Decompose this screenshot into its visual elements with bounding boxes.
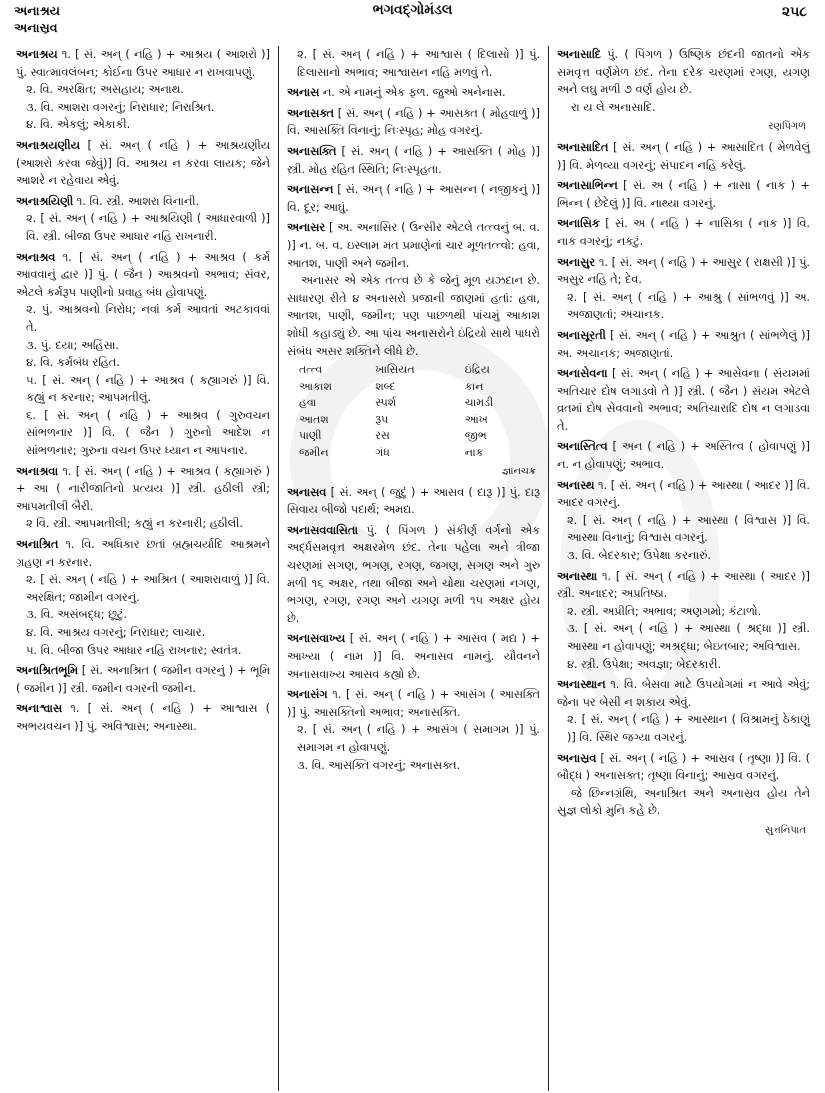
entry-sense [557,547,810,565]
sense-text: ૨. [ સં. અન્ ( નહિ ) + આશ્રયિણી ( આધારવાળી )] વિ. સ્ત્રી. બીજા ઉપર આધાર નહિ રાખનારી. [26,212,270,243]
entry-note: અનાસર એ એક તત્ત્વ છે કે જેનું મૂળ યઝદાન છે. સાધારણ રીતે ૪ અનાસરો પ્રજાની જાણમાં હતાં: હવા, આતશ, પાણી, જમીન; પણ પાછળથી પાંચમું આકાશ શોધી કહાડ્યું છે. આ પાંચ અનાસરોને ઇંદ્રિયો સાથે પાધરો સંબંધ અસર શક્તિને લીધે છે. [287,274,540,358]
table-cell: રસ [375,429,390,443]
table-cell: કાન [464,379,484,393]
sense-text: ૧. વિ. સ્ત્રી. આશરા વિનાની. [76,194,200,208]
sense-text: પું. ( પિંગળ ) ઉષ્ણિક છંદની જાતનો એક સમવૃત્ત વર્ણમેળ છંદ. તેના દરેક ચરણમાં રગણ, યગણ અને લઘુ મળી ૭ વર્ણ હોય છે. [557,48,810,97]
dictionary-entry [557,254,810,324]
headword: અનાશ્રિત [16,538,59,552]
sense-text: [ સં. અન્ ( નહિ ) + આસેવના ( સંયમમાં અતિચાર દોષ લગાડવો તે )] સ્ત્રી. ( જૈન ) સંયમ એટલે વ્રતમાં દોષ સેવવાનો અભાવ; અતિચારાદિ દોષ ન લગાડવા તે. [557,367,810,433]
dictionary-entry [287,46,540,81]
headword: અનાસેવના [557,367,608,381]
sense-text: ૧. [ સં. અન્ ( નહિ ) + આસ્થા ( આદર )] વિ. આદર વગરનું. [557,478,811,510]
headword: અનાશ્રિતભૂમિ [16,664,78,678]
entry-first-line [16,662,270,697]
table-header-cell: તત્ત્વ [299,363,323,377]
entry-first-line [557,177,810,212]
headword: અનાસવાખ્ય [287,632,346,646]
entry-sense [287,721,540,756]
dictionary-entry [287,630,540,683]
headword: અનાસુર [557,255,596,269]
dictionary-entry [287,181,540,216]
sense-text: [ સં. અન્ ( નહિ ) + આશ્રયણીય (આશરો કરવા જેવું)] વિ. આશ્રય ન કરવા લાયક; જેને આશરે ન રહેવાય એવું. [16,138,270,188]
entry-first-line [557,477,810,512]
sense-text: [ અન ( નહિ ) + અસ્તિત્વ ( હોવાપણું )] ન. ન હોવાપણું; અભાવ. [557,440,810,472]
guide-word-last: અનાસ્રવ [14,20,58,35]
entry-sense [557,603,810,621]
sense-text: ૨. [ સં. અન્ ( નહિ ) + આશ્રુ ( સાંભળવું )] અ. અજાણતાં; અચાનક. [567,290,810,322]
sense-text: ૬. [ સં. અન્ ( નહિ ) + આશ્રવ ( ગુરુવચન સાંભળનાર )] વિ. ( જૈન ) ગુરુનો આદેશ ન સાંભળનાર; ગુરુના વચન ઉપર ધ્યાન ન આપનાર. [26,408,270,458]
table-row [297,412,530,429]
entry-note: રા ય લે અનાસાદિ. [571,100,656,114]
sense-text: ૪. વિ. એકલું; એકાકી. [26,118,131,132]
table-row [297,379,530,396]
dictionary-entry [557,365,810,435]
entry-first-line [557,327,810,362]
dictionary-entry [557,438,810,473]
headword: અનાશ્રયિણી [16,194,74,208]
sense-text: [ સં. અ ( નહિ ) + નાસા ( નાક ) + ભિન્ન ( છેદેલું )] વિ. નાથ્યા વગરનું. [557,179,810,210]
sense-text: [ સં. અન્ ( નહિ ) + આસક્ત ( મોહવાળું )] વિ. આસક્તિ વિનાનું; નિઃસ્પૃહ; મોહ વગરનું. [287,106,540,138]
headword: અનાસ્તિત્વ [557,440,608,454]
table-cell: જમીન [299,445,329,459]
table-cell: શબ્દ [375,379,396,393]
page-header [0,0,825,44]
sense-text: ૧. [ સં. અન્ ( નહિ ) + આશ્રવ ( કહ્યાગરું ) + આ ( નારીજાતિનો પ્રત્યય )] સ્ત્રી. હઠીલી સ્ત્રી; આપમતીલી બૈરી. [16,464,271,513]
entry-sense [16,624,270,642]
entry-first-line [287,630,540,683]
table-cell: આતશ [299,412,329,426]
entry-first-line [16,249,270,302]
headword: અનાસક્ત [287,106,334,120]
dictionary-entry [16,249,270,460]
dictionary-entry [16,536,270,659]
sense-text: ૧. [ સં. અન્ ( નહિ ) + આશ્રય ( આશરો )] પું. સ્વાત્માવલંબન; કોઈના ઉપર આધાર ન રાખવાપણું. [16,48,270,79]
dictionary-entry [287,484,540,519]
headword: અનાસ્થા [557,569,598,583]
entry-sense [16,81,270,99]
sense-text: ૨. [ સં. અન્ ( નહિ ) + આસ્થાન ( વિશ્રામનું ઠેકાણું )] વિ. સ્થિર જગ્યા વગરનું. [567,713,810,744]
sense-text: ૩. વિ. અસંબદ્ધ; છૂટું. [26,608,128,622]
column-left [8,46,278,1091]
headword: અનાસિક [557,217,600,231]
dictionary-entry [557,215,810,250]
table-cell: રૂપ [375,412,389,426]
entry-sense [16,372,270,407]
sense-text: ૨. પું. આશ્રવનો નિરોધ; નવાં કર્મ આવતાં અટકાવવાં તે. [26,303,270,334]
entry-sense [16,407,270,460]
source-citation: સુત્તનિપાત [764,824,806,836]
table-row [297,395,530,412]
source-citation: રણપિંગળ [768,121,806,133]
entry-first-line [287,84,540,102]
sense-text: [ સં. અનાશ્રિત ( જમીન વગરનું ) + ભૂમિ ( જમીન )] સ્ત્રી. જમીન વગરની જમીન. [16,664,270,695]
dictionary-entry [16,46,270,134]
dictionary-entry [287,143,540,178]
table-header-cell: ઇંદ્રિય [464,363,490,377]
entry-first-line [557,750,810,785]
entry-first-line [287,181,540,216]
sense-text: [ સં. અન્ ( નહિ ) + આસન્ન ( નજીકનું )] વિ. દૂર; આઘું. [287,183,541,214]
headword: અનાસાદિત [557,140,609,154]
sense-text: ૧. વિ. બેસવા માટે ઉપયોગમાં ન આવે એવું; જેના પર બેસી ન શકાય એવું. [557,678,811,709]
sense-text: ૩. વિ. આસક્તિ વગરનું; અનાસક્ત. [297,758,461,772]
headword: અનાસવવાસિતા [287,523,359,537]
dictionary-entry [557,477,810,565]
dictionary-entry [557,327,810,362]
entry-sense [16,515,270,533]
entry-sense [557,289,810,324]
sense-text: ૫. વિ. બીજા ઉપર આધાર નહિ રાખનાર; સ્વતંત્ર. [26,643,242,657]
sense-text: પું. ( પિંગળ ) સંકીર્ણ વર્ગનો એક અર્દ્ધસમવૃત્ત અક્ષરમેળ છંદ. તેના પહેલા અને ત્રીજા ચરણમાં સગણ, ભગણ, રગણ, જગણ, સગણ અને ગુરુ મળી ૧૬ અક્ષર, તથા બીજા અને ચોથા ચરણમાં નગણ, ભગણ, રગણ, રગણ અને યગણ મળી ૧૫ અક્ષર હોય છે. [287,523,540,625]
table-row [297,445,530,462]
sense-text: ૩. [ સં. અન્ ( નહિ ) + આસ્થા ( શ્રદ્ધા )] સ્ત્રી. આસ્થા ન હોવાપણું; અશ્રદ્ધા; બેઇતબાર; અવિશ્વાસ. [567,622,810,653]
entry-first-line [557,254,810,289]
sense-text: [ અ. અનાસિર ( ઉન્સીર એટલે તત્ત્વનું બ. વ. )] ન. બ. વ. ઇસ્લામ મત પ્રમાણેનાં ચાર મૂળતત્ત્વો: હવા, આતશ, પાણી અને જમીન. [287,221,540,270]
dictionary-entry [287,522,540,628]
page-title: ભગવદ્ગોમંડલ [372,2,453,18]
entry-first-line [16,193,270,211]
headword: અનાસંગ [287,688,328,702]
sense-text: ૩. વિ. આશરા વગરનું; નિરાધાર; નિરાશ્રિત. [26,100,215,114]
entry-sense [557,512,810,547]
headword: અનાસ્રવ [557,751,597,765]
dictionary-entry [557,750,810,840]
entry-note: જે છિન્નગ્રંથિ, અનાશ્રિત અને અનાસ્રવ હોય તેને સુજ્ઞ લોકો મુનિ કહે છે. [557,786,810,818]
entry-sense [16,210,270,245]
entry-sense [287,757,540,775]
sense-text: [ સં. અન્ ( નહિ ) + આસાદિત ( મેળવેલું )] વિ. મેળવ્યા વગરનું; સંપાદન નહિ કરેલું. [557,140,810,172]
headword: અનાસક્તિ [287,144,337,158]
entry-first-line [557,568,810,603]
page-number: ૨૫૮ [781,4,807,20]
entry-sense [16,606,270,624]
sense-text: ૧. [ સં. અન્ ( નહિ ) + આસંગ ( આસક્તિ )] પું. આસક્તિનો અભાવ; અનાસક્તિ. [287,688,541,719]
sense-text: [ સં. અન્ ( નહિ ) + આસ્રવ ( તૃષ્ણા )] વિ. ( બૌદ્ધ ) અનાસક્ત; તૃષ્ણા વિનાનું; આસ્રવ વગરનું. [557,751,810,783]
headword: અનાસર [287,221,326,235]
headword: અનાશ્રય [16,48,58,61]
dictionary-entry [557,568,810,674]
entry-first-line [557,676,810,711]
headword: અનાસન્ન [287,183,334,197]
sense-text: ૧. [ સં. અન્ ( નહિ ) + આસુર ( રાક્ષસી )] પું. અસુર નહિ તે; દેવ. [557,255,810,287]
headword: અનાશ્રવા [16,464,59,478]
entry-first-line [557,139,810,174]
column-middle [278,46,548,1091]
sense-text: ૪. વિ. આશ્રય વગરનું; નિરાધાર; લાચાર. [26,626,206,639]
headword: અનાસ્થાન [557,678,606,692]
table-cell: જીભ [464,429,487,443]
sense-text: ૨. સ્ત્રી. અપ્રીતિ; અભાવ; અણગમો; કંટાળો. [567,604,762,618]
table-cell: આંખ [464,412,488,426]
entry-first-line [287,484,540,519]
entry-first-line [287,46,540,81]
dictionary-entry [16,137,270,190]
sense-text: ૨. [ સં. અન્ ( નહિ ) + આસ્થા ( વિશ્વાસ )] વિ. આસ્થા વિનાનું; વિશ્વાસ વગરનું. [567,513,810,545]
entry-first-line [287,143,540,178]
dictionary-entry [557,177,810,212]
guide-word-first: અનાશ્રય [14,3,60,18]
table-cell: નાક [464,445,484,459]
entry-first-line [287,522,540,628]
sense-text: ૧. [ સં. અન્ ( નહિ ) + આસ્થા ( આદર )] સ્ત્રી. અનાદર; અપ્રતિષ્ઠા. [557,569,810,601]
headword: અનાસાદિ [557,48,601,61]
entry-first-line [16,700,270,735]
entry-first-line [287,219,540,272]
sense-text: [ સં. અન્ ( નહિ ) + આશ્રુત ( સાંભળેલું )] અ. અચાનક; અજાણતાં. [557,328,810,360]
entry-sense [16,301,270,336]
entry-first-line [557,438,810,473]
entry-sense [16,354,270,372]
entry-sense [16,99,270,117]
entry-sense [16,116,270,134]
sense-text: ૧. [ સં. અન્ ( નહિ ) + આશ્રવ ( કર્મ આવવાનું દ્વાર )] પું. ( જૈન ) આશ્રવનો અભાવ; સંવર, એટલે કર્મરૂપ પાણીનો પ્રવાહ બંધ હોવાપણું. [16,250,271,299]
sense-text: ૪. સ્ત્રી. ઉપેક્ષા; અવજ્ઞા; બેદરકારી. [567,657,722,671]
dictionary-entry [287,105,540,140]
sense-text: ૩. પું. દયા; અહિંસા. [26,338,119,352]
table-row [297,428,530,445]
entry-sense [557,656,810,674]
table-cell: ગંધ [375,445,390,459]
sense-text: [ સં. અન્ ( નહિ ) + આસવ ( મદ્ય ) + આખ્યા ( નામ )] વિ. અનાસવ નામનું. યૌવનને અનાસવાખ્ય આસવ કહ્યો છે. [287,632,540,681]
headword: અનાસ [287,86,320,100]
sense-text: ૧. [ સં. અન્ ( નહિ ) + આશ્વાસ ( અભયવચન )] પું. અવિશ્વાસ; અનાસ્થા. [16,702,271,733]
sense-text: ૨. [ સં. અન્ ( નહિ ) + આશ્વાસ ( દિલાસો )] પું. દિલાસાનો અભાવ; આશ્વાસન નહિ મળવું તે. [297,48,540,79]
sense-text: ૨. વિ. અરક્ષિત; અસહાય; અનાથ. [26,83,184,97]
table-header-row [297,362,530,379]
entry-first-line [557,365,810,435]
headword: અનાસવ [287,485,327,499]
headword: અનાશ્વાસ [16,702,63,716]
headword: અનાશ્રયણીય [16,138,80,152]
headword: અનાસાભિન્ન [557,179,618,193]
entry-first-line [16,46,270,81]
dictionary-entry [16,463,270,533]
sense-text: ૨. [ સં. અન્ ( નહિ ) + આસંગ ( સમાગમ )] પું. સમાગમ ન હોવાપણું. [297,723,540,754]
sense-text: ન. એ નામનું એક ફળ. જુઓ અનેનાસ. [322,86,506,100]
table-cell: ચામડી [464,396,494,410]
table-cell: પાણી [299,429,322,443]
entry-sense [16,337,270,355]
table-header-cell: ખાસિયત [375,363,415,377]
entry-first-line [16,536,270,571]
entry-sense [16,571,270,606]
entry-first-line [287,686,540,721]
sense-text: ૨. [ સં. અન્ ( નહિ ) + આશ્રિત ( આશરાવાળું )] વિ. અરક્ષિત; જામીન વગરનું. [26,573,270,604]
sense-text: ૨ વિ. સ્ત્રી. આપમતીલી; કહ્યું ન કરનારી; હઠીલી. [26,517,243,531]
dictionary-entry [557,46,810,136]
headword: અનાસ્થ [557,478,595,492]
source-citation: જ્ઞાનચક્ર [501,466,536,478]
dictionary-entry [16,193,270,246]
dictionary-entry [16,700,270,735]
dictionary-columns [8,46,820,1091]
entry-sense [557,711,810,746]
headword: અનાશ્રવ [16,250,56,264]
entry-first-line [557,215,810,250]
entry-first-line [287,105,540,140]
dictionary-entry [557,676,810,746]
entry-first-line [557,46,810,99]
sense-text: [ સં. અ ( નહિ ) + નાસિકા ( નાક )] વિ. નાક વગરનું; નકટું. [557,217,810,248]
dictionary-entry [287,84,540,102]
entry-sense [557,620,810,655]
table-cell: હવા [299,396,317,410]
sense-text: ૩. વિ. બેદરકાર; ઉપેક્ષા કરનારું. [567,549,711,563]
entry-first-line [16,137,270,190]
table-cell: આકાશ [299,379,332,393]
table-cell: સ્પર્શ [375,396,397,410]
dictionary-entry [16,662,270,697]
sense-text: [ સં. અન્ ( નહિ ) + આસક્તિ ( મોહ )] સ્ત્રી. મોહ રહિત સ્થિતિ; નિઃસ્પૃહતા. [287,144,540,176]
entry-first-line [16,463,270,516]
entry-sense [16,642,270,660]
dictionary-entry [287,686,540,774]
dictionary-entry [557,139,810,174]
elements-table [297,362,530,461]
dictionary-entry [287,219,540,480]
column-right [548,46,818,1091]
sense-text: ૪. વિ. કર્મબંધ રહિત. [26,356,120,370]
headword: અનાસૂરતી [557,328,606,342]
sense-text: ૫. [ સં. અન્ ( નહિ ) + આશ્રવ ( કહ્યાગરું )] વિ. કહ્યું ન કરનાર; આપમતીલું. [26,373,270,405]
sense-text: [ સં. અન્ ( જુદું ) + આસવ ( દારૂ )] પું. દારૂ સિવાય બીજો પદાર્થ; અમદ્ય. [287,485,540,517]
sense-text: ૧. વિ. અધિકાર છતાં બ્રહ્મચર્યાદિ આશ્રમને ગ્રહણ ન કરનાર. [16,538,270,569]
